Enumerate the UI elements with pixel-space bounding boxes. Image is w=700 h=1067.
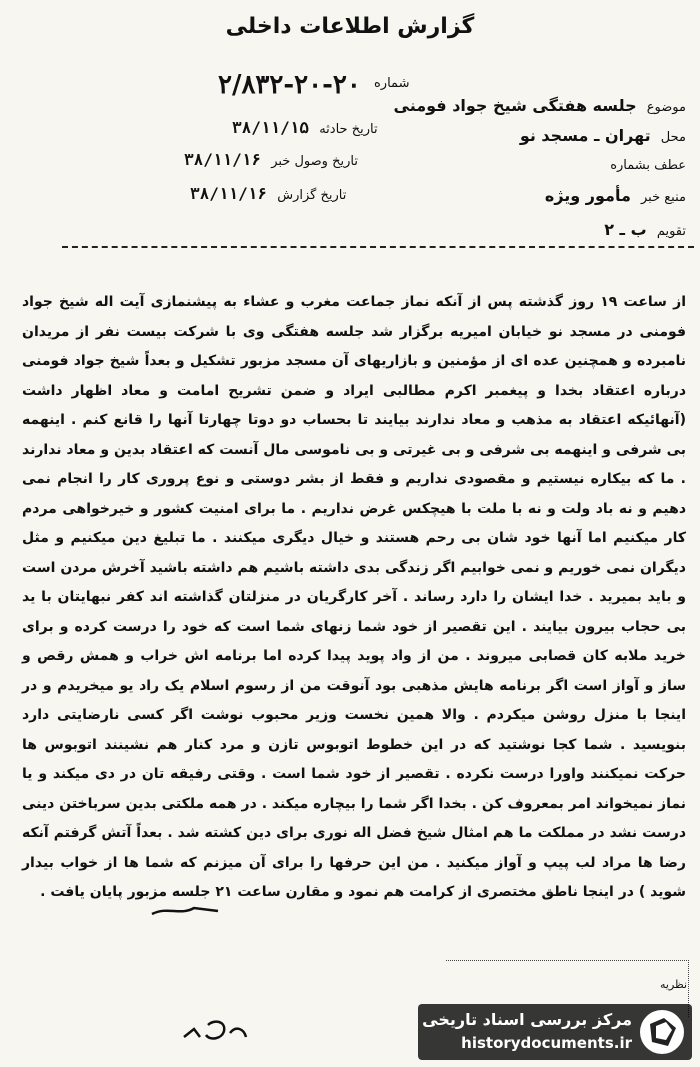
source-field — [545, 186, 686, 205]
document-title: گزارش اطلاعات داخلی — [225, 14, 475, 39]
event-date-value: ۳۸/۱۱/۱۵ — [232, 118, 310, 137]
document-number: ۲/۸۳۲-۲۰-۲۰ — [218, 70, 361, 100]
header-separator — [62, 246, 694, 248]
place-label: محل — [660, 130, 686, 145]
event-date-label: تاریخ حادثه — [319, 122, 378, 137]
receive-date-field — [184, 150, 358, 169]
signature — [180, 1015, 250, 1045]
subject-value: جلسه هفتگی شیخ جواد فومنی — [393, 96, 637, 115]
receive-date-value: ۳۸/۱۱/۱۶ — [184, 150, 262, 169]
subject-label: موضوع — [646, 100, 686, 115]
subject-field — [394, 96, 687, 115]
evaluation-value: ب ـ ۲ — [604, 220, 647, 239]
remarks-label: نظریه — [660, 978, 688, 991]
place-field — [520, 126, 686, 145]
number-label: شماره — [374, 76, 410, 91]
archive-url: historydocuments.ir — [461, 1034, 632, 1052]
end-mark-icon — [150, 902, 220, 918]
report-paragraph: از ساعت ۱۹ روز گذشته پس از آنکه نماز جماعت مغرب و عشاء به پیشنمازی آیت اله شیخ جواد فومنی در مسجد نو خیابان امیریه برگزار شد جلسه هفتگی وی با شرکت بیست نفر از مریدان نامبرده و همچنین عده ای از مؤمنین و بازاریهای آن مسجد مزبور تشکیل و بعداً شیخ جواد فومنی درباره اعتقاد بخدا و پیغمبر اکرم مطالبی ایراد و ضمن تشریح امامت و معاد اظهار داشت (آنهائیکه اعتقاد به مذهب و معاد ندارند بیایند تا بحساب دو دوتا چهارتا آنها را قانع کنم . اینهمه بی شرفی و اینهمه بی شرفی و بی غیرتی و بی ناموسی مال آنست که اعتقاد بدین و معاد ندارند . ما که بیکاره نیستیم و مقصودی نداریم و فقط از بشر دوستی و نوع پروری کار را انجام نمی دهیم و نه باد ولت و نه با ملت با هیچکس غرض نداریم . ما برای امنیت کشور و خیرخواهی مردم کار میکنیم اما آنها خود شان بی رحم هستند و خیال دیگری میکنند . ما تبلیغ دین میکنیم و مثل دیگران نمی خوریم و نمی خوابیم اگر زندگی بدی داشته باشیم هم داشته باشید آخرش مردن است و باید بمیرید . خدا ایشان را دارد رساند . آخر کارگریان در منزلتان گذاشته اند کفر نبهایتان با ید بی حجاب بیرون بیایند . این تقصیر از خود شما زنهای شما است که خود را درست کرده و برای خرید ملابه کان قصابی میروند . من از واد پوید پیدا کرده اما برنامه اش خراب و همش رقص و ساز و آواز است اگر برنامه هایش مذهبی بود آنوقت من از رسوم اسلام یک راد یو میخریدم و در اینجا با منزل روشن میکردم . والا همین نخست وزیر محبوب نوشت اگر کسی نارضایتی دارد بنویسید . شما کجا نوشتید که در این خطوط اتوبوس تازن و مرد کنار هم نشینند اتوبوس ها حرکت نمیکنند واورا درست نکرده . تقصیر از خود شما است . وقتی رفیقه تان در دی میکند و یا نماز نمیخواند امر بمعروف کن . بخدا اگر شما را بیچاره میکند . در همه ملکتی بدین سرباختن دینی درست نشد در مملکت ما هم امثال شیخ فضل اله نوری برای دین کشته شد . بعداً آتش گرفتم آنکه رضا ها مراد لب پیپ و آواز میکنید . من این حرفها را برای آن میزنم که شما ها از خواب بیدار شوید ) در اینجا ناطق مختصری از کرامت هم نمود و مقارن ساعت ۲۱ جلسه مزبور پایان یافت . — [22, 294, 686, 900]
evaluation-field — [604, 220, 686, 239]
report-body — [22, 288, 686, 908]
reference-field — [604, 154, 686, 173]
reference-label: عطف بشماره — [610, 158, 686, 173]
source-value: مأمور ویژه — [544, 186, 631, 205]
receive-date-label: تاریخ وصول خبر — [271, 154, 358, 169]
report-date-label: تاریخ گزارش — [277, 188, 347, 203]
archive-name: مرکز بررسی اسناد تاریخی — [422, 1010, 632, 1029]
number-label-field — [368, 76, 409, 91]
event-date-field — [232, 118, 378, 137]
report-date-value: ۳۸/۱۱/۱۶ — [190, 184, 268, 203]
report-date-field — [190, 184, 346, 203]
place-value: تهران ـ مسجد نو — [519, 126, 651, 145]
signature-icon — [180, 1015, 250, 1045]
archive-watermark — [418, 1004, 692, 1060]
source-label: منبع خبر — [641, 190, 686, 205]
evaluation-label: تقویم — [656, 224, 686, 239]
archive-logo-icon — [638, 1008, 686, 1056]
